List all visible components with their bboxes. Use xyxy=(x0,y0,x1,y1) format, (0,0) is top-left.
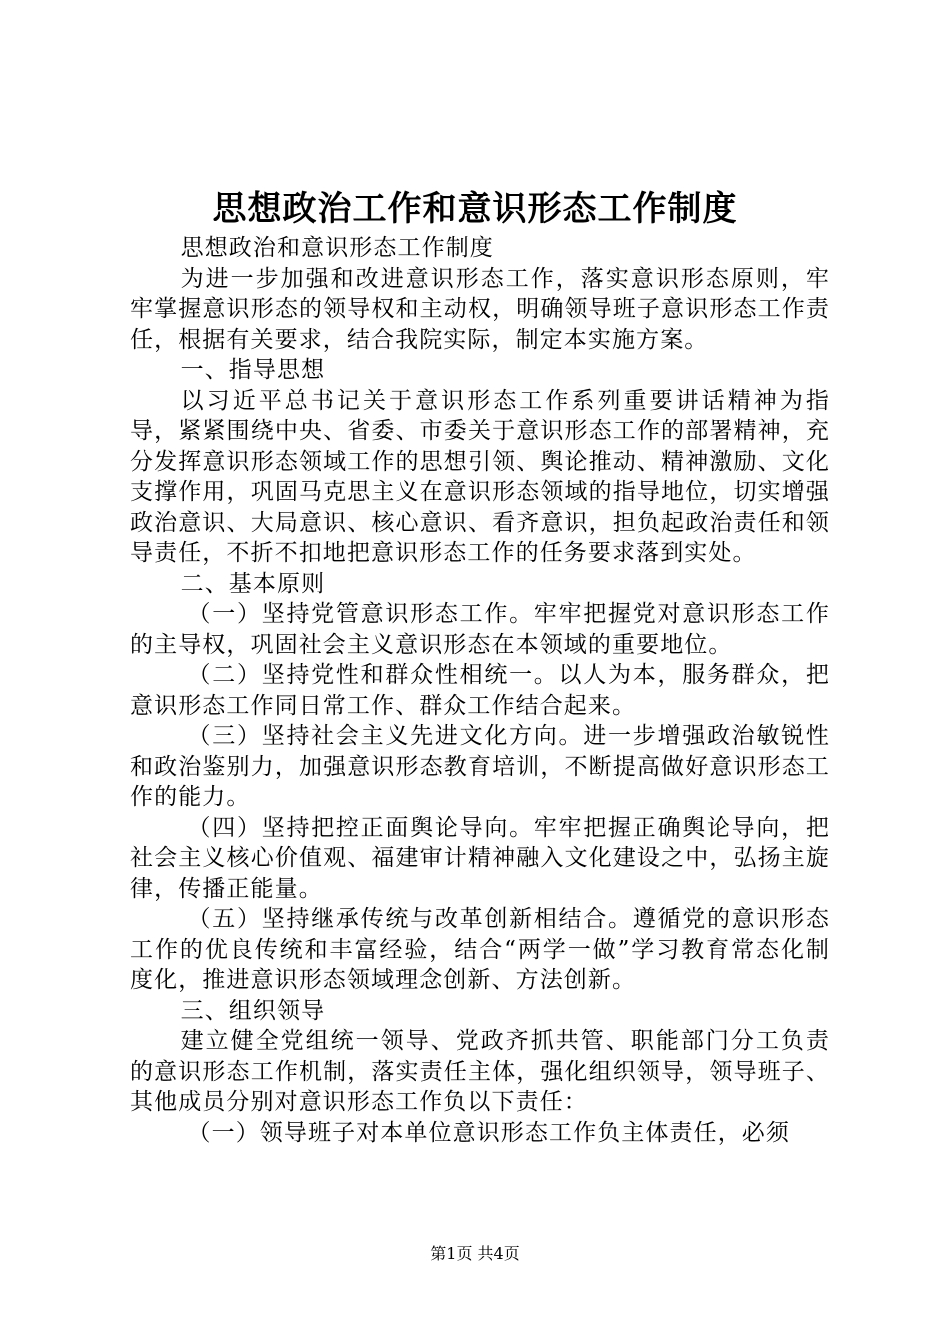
principle-item-1: （一）坚持党管意识形态工作。牢牢把握党对意识形态工作的主导权，巩固社会主义意识形态在本领域的重要地位。 xyxy=(130,601,830,658)
organization-item-1: （一）领导班子对本单位意识形态工作负主体责任，必须 xyxy=(187,1119,790,1146)
document-title: 思想政治工作和意识形态工作制度 xyxy=(212,189,738,229)
principle-item-2: （二）坚持党性和群众性相统一。以人为本，服务群众，把意识形态工作同日常工作、群众工作结合起来。 xyxy=(130,662,830,719)
document-body xyxy=(130,233,830,1148)
principle-item-5: （五）坚持继承传统与改革创新相结合。遵循党的意识形态工作的优良传统和丰富经验，结合“两学一做”学习教育常态化制度化，推进意识形态领域理念创新、方法创新。 xyxy=(130,906,830,993)
principle-item-4: （四）坚持把控正面舆论导向。牢牢把握正确舆论导向，把社会主义核心价值观、福建审计精神融入文化建设之中，弘扬主旋律，传播正能量。 xyxy=(130,814,830,902)
section-heading-organization: 三、组织领导 xyxy=(180,997,326,1024)
paragraph-organization: 建立健全党组统一领导、党政齐抓共管、职能部门分工负责的意识形态工作机制，落实责任主体，强化组织领导，领导班子、其他成员分别对意识形态工作负以下责任： xyxy=(130,1028,830,1115)
page-number-footer: 第1页 共4页 xyxy=(430,1244,520,1263)
section-heading-guiding-thought: 一、指导思想 xyxy=(180,357,326,383)
paragraph-subtitle: 思想政治和意识形态工作制度 xyxy=(180,235,494,261)
paragraph-guiding-thought: 以习近平总书记关于意识形态工作系列重要讲话精神为指导，紧紧围绕中央、省委、市委关于意识形态工作的部署精神，充分发挥意识形态领域工作的思想引领、舆论推动、精神激励、文化支撑作用，巩固马克思主义在意识形态领域的指导地位，切实增强政治意识、大局意识、核心意识、看齐意识，担负起政治责任和领导责任，不折不扣地把意识形态工作的任务要求落到实处。 xyxy=(130,387,830,566)
section-heading-basic-principles: 二、基本原则 xyxy=(180,570,326,597)
paragraph-intro: 为进一步加强和改进意识形态工作，落实意识形态原则，牢牢掌握意识形态的领导权和主动权，明确领导班子意识形态工作责任，根据有关要求，结合我院实际，制定本实施方案。 xyxy=(130,265,830,353)
principle-item-3: （三）坚持社会主义先进文化方向。进一步增强政治敏锐性和政治鉴别力，加强意识形态教育培训，不断提高做好意识形态工作的能力。 xyxy=(130,723,830,810)
